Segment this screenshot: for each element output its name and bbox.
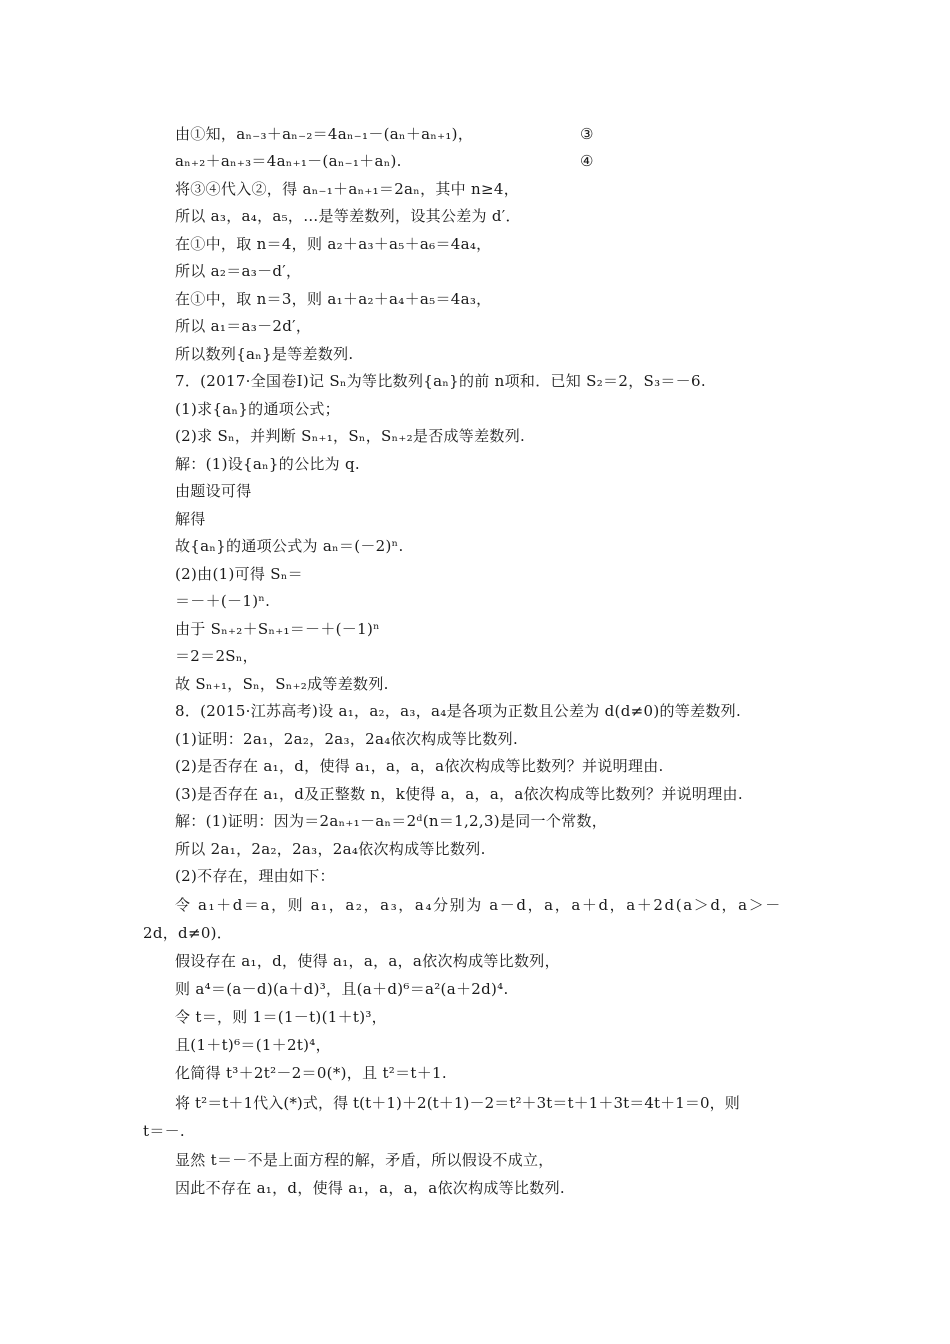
text-line: ＝2＝2Sₙ， [175,647,258,665]
text-line: 将③④代入②，得 aₙ₋₁＋aₙ₊₁＝2aₙ，其中 n≥4， [175,180,520,198]
text-line: 令 a₁＋d＝a，则 a₁，a₂，a₃，a₄分别为 a－d，a，a＋d，a＋2d(a＞d，a＞－ [175,896,782,914]
text-line: 化简得 t³＋2t²－2＝0(*)，且 t²＝t＋1. [175,1064,447,1082]
text-line: 故{aₙ}的通项公式为 aₙ＝(－2)ⁿ. [175,537,404,555]
text-line: (2)不存在，理由如下： [175,867,335,885]
text-line: 假设存在 a₁，d，使得 a₁，a，a，a依次构成等比数列， [175,952,560,970]
text-line: 解：(1)证明：因为＝2aₙ₊₁－aₙ＝2ᵈ(n＝1,2,3)是同一个常数， [175,812,608,830]
equation-marker: ③ [580,125,594,143]
text-line: 解：(1)设{aₙ}的公比为 q. [175,455,361,473]
text-line: 所以 a₁＝a₃－2d′， [175,317,312,335]
text-line: 由于 Sₙ₊₂＋Sₙ₊₁＝－＋(－1)ⁿ [175,620,380,638]
text-line: 由题设可得 [175,482,252,500]
text-line: (2)由(1)可得 Sₙ＝ [175,565,303,583]
text-line: 2d，d≠0)． [143,924,233,942]
equation-marker: ④ [580,152,594,170]
problem-heading: 8．(2015·江苏高考)设 a₁，a₂，a₃，a₄是各项为正数且公差为 d(d≠0)的等差数列. [175,702,742,720]
text-line: 所以 a₃，a₄，a₅，…是等差数列，设其公差为 d′． [175,207,521,225]
text-line: 所以数列{aₙ}是等差数列. [175,345,354,363]
text-line: 因此不存在 a₁，d，使得 a₁，a，a，a依次构成等比数列. [175,1179,565,1197]
text-line: 故 Sₙ₊₁，Sₙ，Sₙ₊₂成等差数列. [175,675,389,693]
text-line: t＝－. [143,1122,185,1140]
text-line: 在①中，取 n＝4，则 a₂＋a₃＋a₅＋a₆＝4a₄， [175,235,492,253]
text-line: 则 a⁴＝(a－d)(a＋d)³，且(a＋d)⁶＝a²(a＋2d)⁴. [175,980,509,998]
text-line: ＝－＋(－1)ⁿ. [175,592,271,610]
text-line: (1)求{aₙ}的通项公式； [175,400,340,418]
text-line: 在①中，取 n＝3，则 a₁＋a₂＋a₄＋a₅＝4a₃， [175,290,492,308]
text-line: 解得 [175,510,206,528]
text-line: (3)是否存在 a₁，d及正整数 n，k使得 a，a，a，a依次构成等比数列？并说明理由. [175,785,743,803]
text-line: 将 t²＝t＋1代入(*)式，得 t(t＋1)＋2(t＋1)－2＝t²＋3t＝t＋1＋3t＝4t＋1＝0，则 [175,1094,740,1112]
problem-heading: 7．(2017·全国卷Ⅰ)记 Sₙ为等比数列{aₙ}的前 n项和．已知 S₂＝2，S₃＝－6. [175,372,706,390]
text-line: 且(1＋t)⁶＝(1＋2t)⁴， [175,1036,331,1054]
text-line: 显然 t＝－不是上面方程的解，矛盾，所以假设不成立， [175,1151,554,1169]
text-line: (2)求 Sₙ，并判断 Sₙ₊₁，Sₙ，Sₙ₊₂是否成等差数列. [175,427,526,445]
text-line: 由①知，aₙ₋₃＋aₙ₋₂＝4aₙ₋₁－(aₙ＋aₙ₊₁)， [175,125,474,143]
text-line: (2)是否存在 a₁，d，使得 a₁，a，a，a依次构成等比数列？并说明理由. [175,757,664,775]
text-line: 所以 a₂＝a₃－d′， [175,262,302,280]
text-line: (1)证明：2a₁，2a₂，2a₃，2a₄依次构成等比数列. [175,730,519,748]
text-line: 令 t＝，则 1＝(1－t)(1＋t)³， [175,1008,387,1026]
text-line: 所以 2a₁，2a₂，2a₃，2a₄依次构成等比数列. [175,840,486,858]
text-line: aₙ₊₂＋aₙ₊₃＝4aₙ₊₁－(aₙ₋₁＋aₙ). [175,152,402,170]
